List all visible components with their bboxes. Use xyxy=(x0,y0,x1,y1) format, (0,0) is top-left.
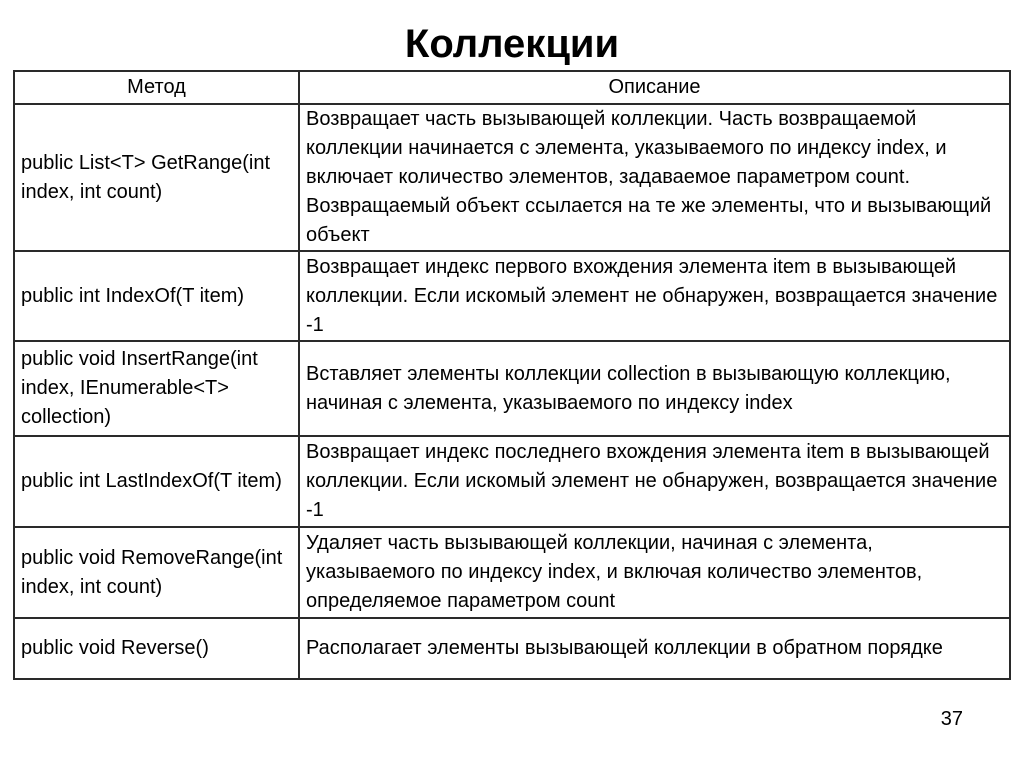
methods-table xyxy=(13,70,1011,680)
table-row xyxy=(14,527,1010,618)
method-cell: public int LastIndexOf(T item) xyxy=(14,436,299,527)
description-cell: Возвращает индекс последнего вхождения элемента item в вызывающей коллекции. Если искомый элемент не обнаружен, возвращается значение -1 xyxy=(299,436,1010,527)
table-row xyxy=(14,436,1010,527)
page-number: 37 xyxy=(940,708,963,730)
header-method: Метод xyxy=(14,71,299,104)
description-cell: Возвращает индекс первого вхождения элемента item в вызывающей коллекции. Если искомый элемент не обнаружен, возвращается значение -1 xyxy=(299,251,1010,341)
description-cell: Возвращает часть вызывающей коллекции. Часть возвращаемой коллекции начинается с элемента, указываемого по индексу index, и включает количество элементов, задаваемое параметром count. Возвращаемый объект ссылается на те же элементы, что и вызывающий объект xyxy=(299,104,1010,251)
method-cell: public void Reverse() xyxy=(14,618,299,679)
method-cell: public void InsertRange(int index, IEnumerable<T> collection) xyxy=(14,341,299,436)
description-cell: Располагает элементы вызывающей коллекции в обратном порядке xyxy=(299,618,1010,679)
table-header-row xyxy=(14,71,1010,104)
header-description: Описание xyxy=(299,71,1010,104)
description-cell: Вставляет элементы коллекции collection в вызывающую коллекцию, начиная с элемента, указываемого по индексу index xyxy=(299,341,1010,436)
slide-title: Коллекции xyxy=(404,22,620,66)
table-row xyxy=(14,104,1010,251)
table-row xyxy=(14,251,1010,341)
table-row xyxy=(14,618,1010,679)
method-cell: public List<T> GetRange(int index, int count) xyxy=(14,104,299,251)
method-cell: public void RemoveRange(int index, int count) xyxy=(14,527,299,618)
table-row xyxy=(14,341,1010,436)
method-cell: public int IndexOf(T item) xyxy=(14,251,299,341)
description-cell: Удаляет часть вызывающей коллекции, начиная с элемента, указываемого по индексу index, и включая количество элементов, определяемое параметром count xyxy=(299,527,1010,618)
